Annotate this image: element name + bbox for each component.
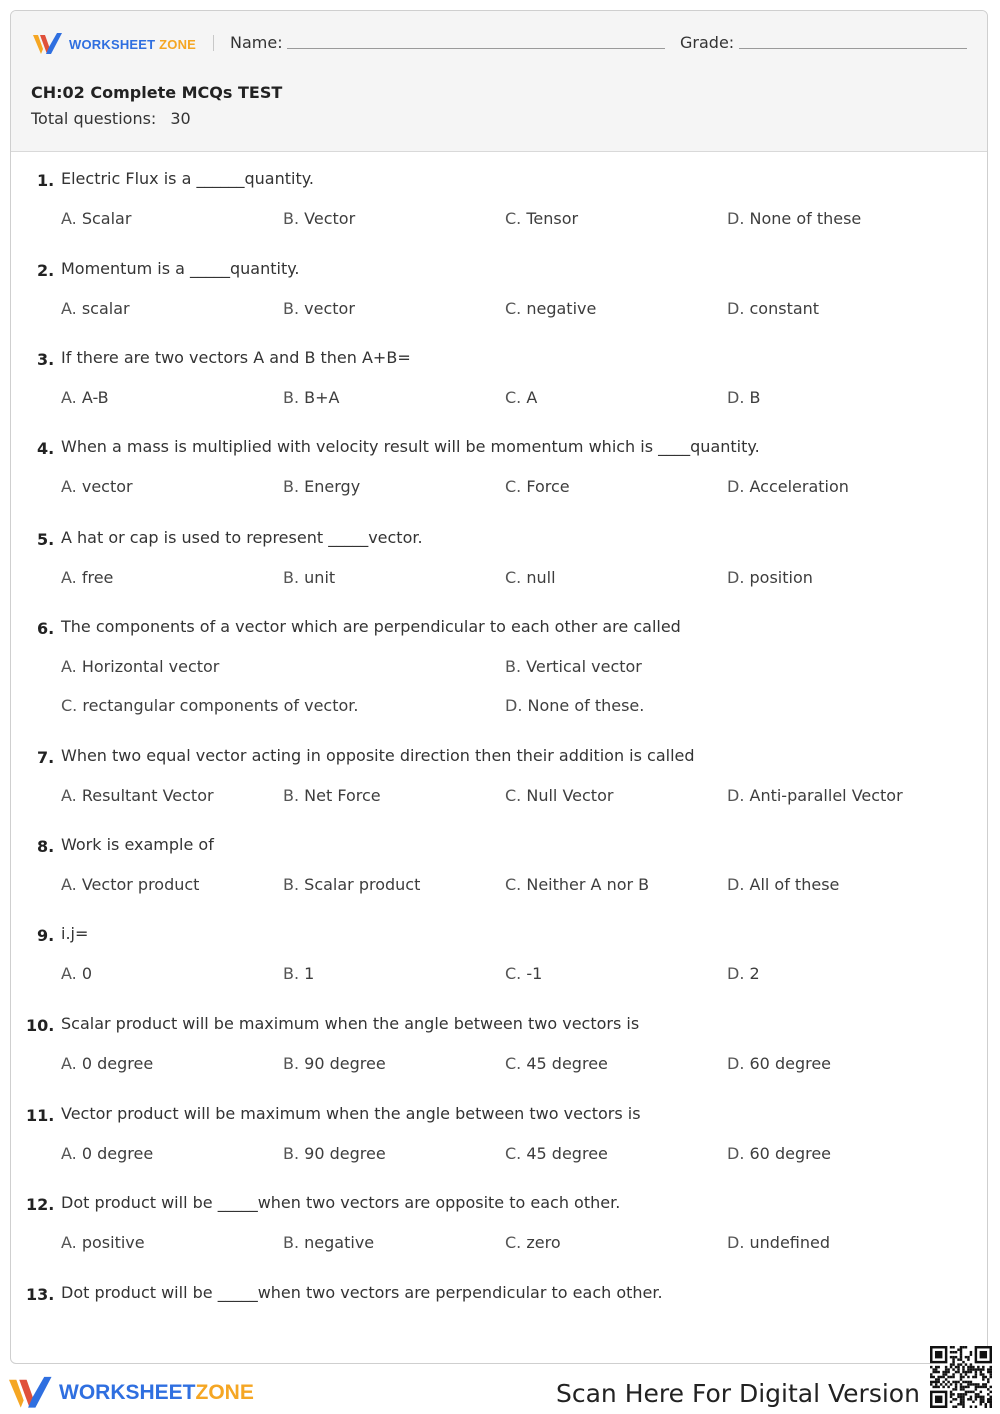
option-letter: B. <box>283 1054 300 1073</box>
question-text: Dot product will be _____when two vectors are perpendicular to each other. <box>61 1283 663 1302</box>
option-text: Energy <box>304 477 361 496</box>
option-text: constant <box>749 299 820 318</box>
answer-option[interactable] <box>505 964 542 983</box>
answer-option[interactable] <box>61 657 219 676</box>
option-text: Acceleration <box>749 477 849 496</box>
option-text: Vector <box>304 209 356 228</box>
option-text: negative <box>526 299 597 318</box>
option-text: B <box>749 388 761 407</box>
option-letter: D. <box>727 477 745 496</box>
brand-part1: WORKSHEET <box>69 36 156 52</box>
question-number: 8. <box>37 837 55 856</box>
question-text: A hat or cap is used to represent _____vector. <box>61 528 423 547</box>
answer-option[interactable] <box>727 964 760 983</box>
option-text: null <box>526 568 556 587</box>
option-letter: A. <box>61 299 77 318</box>
header-divider <box>213 35 214 51</box>
option-letter: B. <box>283 964 300 983</box>
question-number: 2. <box>37 261 55 280</box>
answer-option[interactable] <box>283 299 355 318</box>
footer-brand-part2: ZONE <box>195 1381 254 1404</box>
answer-option[interactable] <box>61 388 109 407</box>
option-letter: C. <box>505 1233 522 1252</box>
answer-option[interactable] <box>61 786 214 805</box>
answer-option[interactable] <box>505 568 556 587</box>
answer-option[interactable] <box>727 1233 830 1252</box>
option-letter: A. <box>61 388 77 407</box>
answer-option[interactable] <box>61 964 92 983</box>
option-text: vector <box>304 299 355 318</box>
answer-option[interactable] <box>505 388 537 407</box>
option-text: zero <box>526 1233 561 1252</box>
option-letter: B. <box>283 875 300 894</box>
option-text: Scalar product <box>304 875 421 894</box>
option-letter: C. <box>61 696 78 715</box>
question-text: Vector product will be maximum when the angle between two vectors is <box>61 1104 641 1123</box>
answer-option[interactable] <box>727 209 861 228</box>
option-letter: C. <box>505 875 522 894</box>
answer-option[interactable] <box>505 1054 608 1073</box>
answer-option[interactable] <box>727 388 760 407</box>
option-text: 2 <box>749 964 760 983</box>
brand-logo <box>33 33 196 55</box>
total-value: 30 <box>170 109 191 128</box>
brand-wordmark <box>69 37 196 52</box>
option-letter: C. <box>505 477 522 496</box>
option-text: rectangular components of vector. <box>82 696 359 715</box>
option-text: Neither A nor B <box>526 875 650 894</box>
option-text: position <box>749 568 813 587</box>
option-letter: C. <box>505 1144 522 1163</box>
name-label: Name: <box>230 33 283 52</box>
qr-code-icon[interactable] <box>930 1346 992 1408</box>
option-letter: A. <box>61 875 77 894</box>
answer-option[interactable] <box>505 1233 561 1252</box>
question-number: 1. <box>37 171 55 190</box>
option-letter: A. <box>61 477 77 496</box>
option-letter: C. <box>505 209 522 228</box>
question-number: 5. <box>37 530 55 549</box>
option-text: Force <box>526 477 570 496</box>
answer-option[interactable] <box>727 568 813 587</box>
question-number: 11. <box>26 1106 55 1125</box>
answer-option[interactable] <box>61 209 131 228</box>
worksheet-header <box>11 11 987 152</box>
option-letter: D. <box>727 875 745 894</box>
option-text: B+A <box>304 388 340 407</box>
option-text: -1 <box>526 964 543 983</box>
question-number: 3. <box>37 350 55 369</box>
option-text: Net Force <box>304 786 381 805</box>
option-letter: C. <box>505 388 522 407</box>
option-text: 45 degree <box>526 1054 608 1073</box>
question-text: When a mass is multiplied with velocity result will be momentum which is ____quantity. <box>61 437 760 456</box>
answer-option[interactable] <box>283 388 339 407</box>
option-text: vector <box>81 477 133 496</box>
option-text: 0 degree <box>81 1144 154 1163</box>
option-letter: A. <box>61 1054 77 1073</box>
answer-option[interactable] <box>61 875 199 894</box>
option-text: Null Vector <box>526 786 614 805</box>
answer-option[interactable] <box>283 1144 386 1163</box>
question-text: The components of a vector which are perpendicular to each other are called <box>61 617 681 636</box>
total-label: Total questions: <box>31 109 157 128</box>
option-text: None of these <box>749 209 862 228</box>
question-number: 7. <box>37 748 55 767</box>
answer-option[interactable] <box>727 1054 831 1073</box>
option-text: 90 degree <box>304 1144 386 1163</box>
grade-label: Grade: <box>680 33 735 52</box>
option-letter: C. <box>505 1054 522 1073</box>
option-text: unit <box>304 568 336 587</box>
question-text: Scalar product will be maximum when the angle between two vectors is <box>61 1014 640 1033</box>
answer-option[interactable] <box>505 209 578 228</box>
option-letter: A. <box>61 657 77 676</box>
option-letter: B. <box>283 209 300 228</box>
option-letter: A. <box>61 1233 77 1252</box>
option-letter: A. <box>61 964 77 983</box>
option-text: undefined <box>749 1233 830 1252</box>
option-letter: D. <box>727 209 745 228</box>
option-letter: C. <box>505 786 522 805</box>
option-text: All of these <box>749 875 840 894</box>
question-text: If there are two vectors A and B then A+B= <box>61 348 411 367</box>
answer-option[interactable] <box>283 1054 386 1073</box>
option-letter: B. <box>283 299 300 318</box>
option-letter: D. <box>727 299 745 318</box>
footer-brand-w-icon <box>9 1376 53 1410</box>
answer-option[interactable] <box>283 477 360 496</box>
option-letter: D. <box>727 388 745 407</box>
footer-brand-wordmark <box>59 1381 254 1405</box>
question-number: 6. <box>37 619 55 638</box>
option-text: A <box>526 388 538 407</box>
option-letter: C. <box>505 964 522 983</box>
answer-option[interactable] <box>283 1233 374 1252</box>
answer-option[interactable] <box>283 964 314 983</box>
answer-option[interactable] <box>61 477 133 496</box>
option-text: Vector product <box>81 875 200 894</box>
answer-option[interactable] <box>505 1144 608 1163</box>
answer-option[interactable] <box>61 696 358 715</box>
brand-part2: ZONE <box>159 36 197 52</box>
option-text: 60 degree <box>749 1054 832 1073</box>
option-letter: A. <box>61 786 77 805</box>
question-text: Electric Flux is a ______quantity. <box>61 169 314 188</box>
answer-option[interactable] <box>727 875 839 894</box>
question-number: 12. <box>26 1195 55 1214</box>
answer-option[interactable] <box>505 696 644 715</box>
name-field[interactable] <box>287 48 665 49</box>
answer-option[interactable] <box>61 1233 145 1252</box>
option-text: Vertical vector <box>526 657 642 676</box>
option-text: None of these. <box>527 696 645 715</box>
footer-brand-logo <box>9 1376 254 1410</box>
option-text: negative <box>304 1233 375 1252</box>
answer-option[interactable] <box>505 657 642 676</box>
option-letter: C. <box>505 299 522 318</box>
answer-option[interactable] <box>283 786 381 805</box>
question-text: i.j= <box>61 924 89 943</box>
answer-option[interactable] <box>505 875 649 894</box>
question-number: 10. <box>26 1016 55 1035</box>
answer-option[interactable] <box>61 1144 153 1163</box>
answer-option[interactable] <box>727 786 903 805</box>
option-letter: D. <box>727 964 745 983</box>
option-letter: D. <box>505 696 523 715</box>
option-letter: B. <box>283 388 300 407</box>
answer-option[interactable] <box>505 786 613 805</box>
grade-field[interactable] <box>739 48 967 49</box>
option-text: 60 degree <box>749 1144 832 1163</box>
option-letter: C. <box>505 568 522 587</box>
answer-option[interactable] <box>727 1144 831 1163</box>
answer-option[interactable] <box>505 299 596 318</box>
option-text: scalar <box>81 299 130 318</box>
question-text: When two equal vector acting in opposite direction then their addition is called <box>61 746 695 765</box>
footer-brand-part1: WORKSHEET <box>59 1381 196 1404</box>
option-text: positive <box>81 1233 145 1252</box>
answer-option[interactable] <box>283 209 355 228</box>
option-text: Anti-parallel Vector <box>749 786 903 805</box>
option-text: 0 degree <box>81 1054 154 1073</box>
option-letter: B. <box>283 1233 300 1252</box>
option-text: 1 <box>304 964 315 983</box>
answer-option[interactable] <box>283 568 335 587</box>
question-number: 4. <box>37 439 55 458</box>
answer-option[interactable] <box>727 477 849 496</box>
option-letter: B. <box>283 1144 300 1163</box>
worksheet-sheet <box>10 10 988 1364</box>
brand-w-icon <box>33 33 63 55</box>
question-number: 13. <box>26 1285 55 1304</box>
option-text: Horizontal vector <box>81 657 220 676</box>
option-letter: D. <box>727 1054 745 1073</box>
question-text: Dot product will be _____when two vectors are opposite to each other. <box>61 1193 621 1212</box>
option-text: Tensor <box>526 209 579 228</box>
option-letter: B. <box>283 477 300 496</box>
option-letter: D. <box>727 786 745 805</box>
option-letter: A. <box>61 1144 77 1163</box>
option-text: free <box>81 568 114 587</box>
answer-option[interactable] <box>283 875 420 894</box>
option-letter: D. <box>727 1144 745 1163</box>
option-text: 90 degree <box>304 1054 386 1073</box>
answer-option[interactable] <box>61 299 130 318</box>
answer-option[interactable] <box>61 568 113 587</box>
option-letter: D. <box>727 568 745 587</box>
option-letter: A. <box>61 568 77 587</box>
question-text: Work is example of <box>61 835 214 854</box>
worksheet-title: CH:02 Complete MCQs TEST <box>31 83 283 102</box>
option-letter: A. <box>61 209 77 228</box>
option-text: Scalar <box>81 209 132 228</box>
option-text: 45 degree <box>526 1144 608 1163</box>
question-text: Momentum is a _____quantity. <box>61 259 300 278</box>
answer-option[interactable] <box>727 299 819 318</box>
answer-option[interactable] <box>505 477 570 496</box>
option-text: Resultant Vector <box>81 786 214 805</box>
scan-text: Scan Here For Digital Version <box>556 1379 920 1408</box>
option-letter: B. <box>505 657 522 676</box>
option-text: 0 <box>81 964 93 983</box>
option-text: A-B <box>81 388 109 407</box>
answer-option[interactable] <box>61 1054 153 1073</box>
option-letter: D. <box>727 1233 745 1252</box>
option-letter: B. <box>283 568 300 587</box>
option-letter: B. <box>283 786 300 805</box>
question-number: 9. <box>37 926 55 945</box>
total-questions <box>31 109 191 128</box>
